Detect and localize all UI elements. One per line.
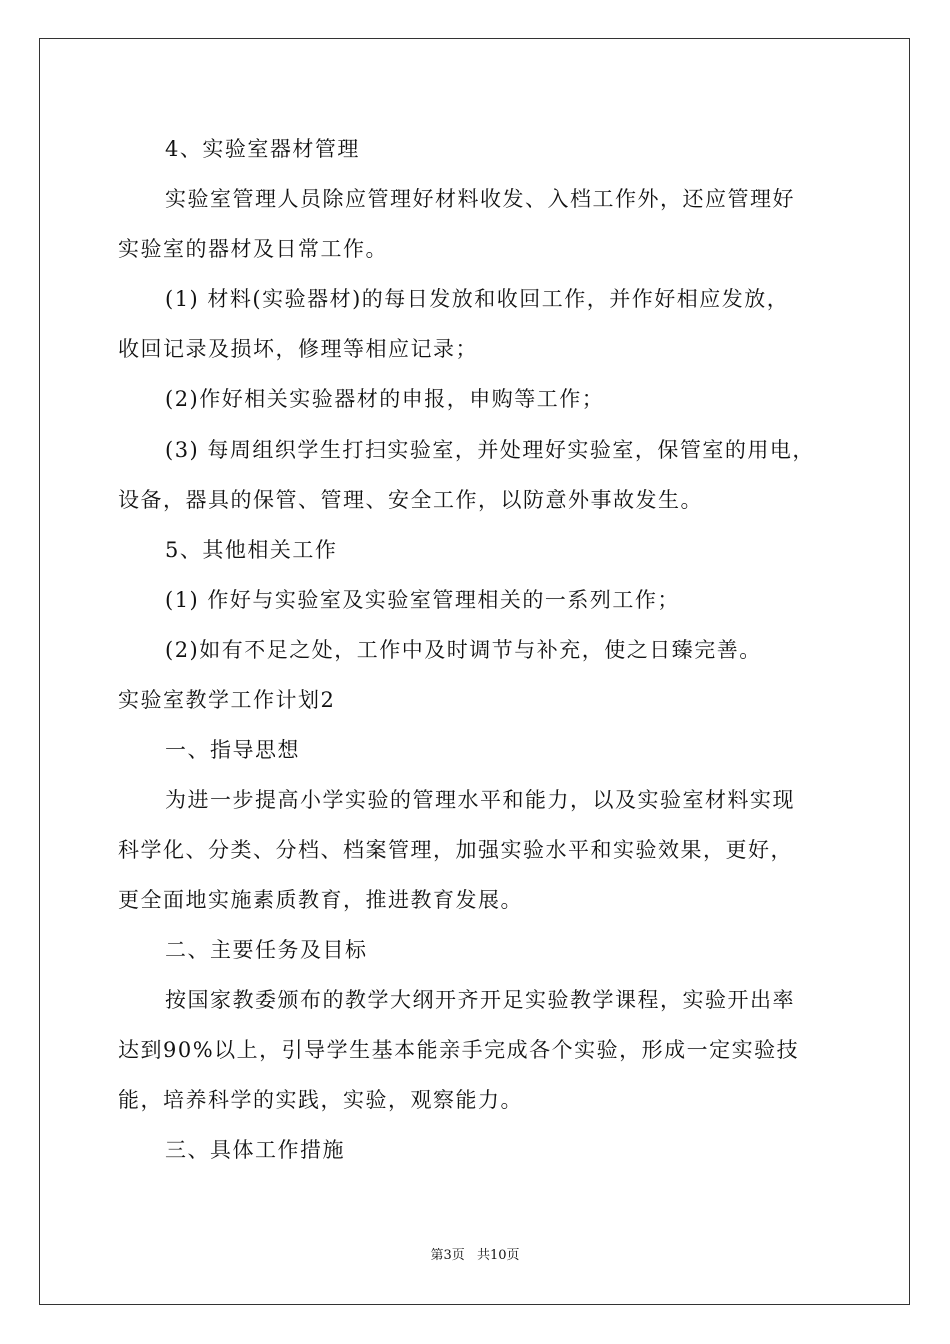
- paragraph-line: (2)如有不足之处，工作中及时调节与补充，使之日臻完善。: [165, 638, 762, 662]
- paragraph-line: 实验室管理人员除应管理好材料收发、入档工作外，还应管理好: [165, 187, 795, 211]
- section-heading: 一、指导思想: [165, 738, 300, 762]
- paragraph-line: 更全面地实施素质教育，推进教育发展。: [118, 888, 523, 912]
- paragraph-line: 能，培养科学的实践，实验，观察能力。: [118, 1088, 523, 1112]
- paragraph-line: 达到90%以上，引导学生基本能亲手完成各个实验，形成一定实验技: [118, 1038, 800, 1062]
- paragraph-line: (1) 材料(实验器材)的每日发放和收回工作，并作好相应发放，: [165, 287, 790, 311]
- page-total: 共10页: [476, 1248, 520, 1263]
- paragraph-line: (2)作好相关实验器材的申报，申购等工作；: [165, 387, 605, 411]
- section-heading: 4、实验室器材管理: [165, 137, 360, 161]
- page-border: [39, 38, 910, 1305]
- paragraph-line: 科学化、分类、分档、档案管理，加强实验水平和实验效果，更好，: [118, 838, 793, 862]
- paragraph-line: (1) 作好与实验室及实验室管理相关的一系列工作；: [165, 588, 680, 612]
- section-heading: 三、具体工作措施: [165, 1138, 345, 1162]
- document-title: 实验室教学工作计划2: [118, 688, 336, 712]
- paragraph-line: (3) 每周组织学生打扫实验室，并处理好实验室，保管室的用电，: [165, 438, 815, 462]
- paragraph-line: 为进一步提高小学实验的管理水平和能力，以及实验室材料实现: [165, 788, 795, 812]
- paragraph-line: 实验室的器材及日常工作。: [118, 237, 388, 261]
- section-heading: 二、主要任务及目标: [165, 938, 368, 962]
- page-footer: [0, 1248, 950, 1264]
- paragraph-line: 按国家教委颁布的教学大纲开齐开足实验教学课程，实验开出率: [165, 988, 795, 1012]
- page-number: 第3页: [430, 1248, 465, 1263]
- paragraph-line: 设备，器具的保管、管理、安全工作，以防意外事故发生。: [118, 488, 703, 512]
- paragraph-line: 收回记录及损坏，修理等相应记录；: [118, 337, 478, 361]
- section-heading: 5、其他相关工作: [165, 538, 338, 562]
